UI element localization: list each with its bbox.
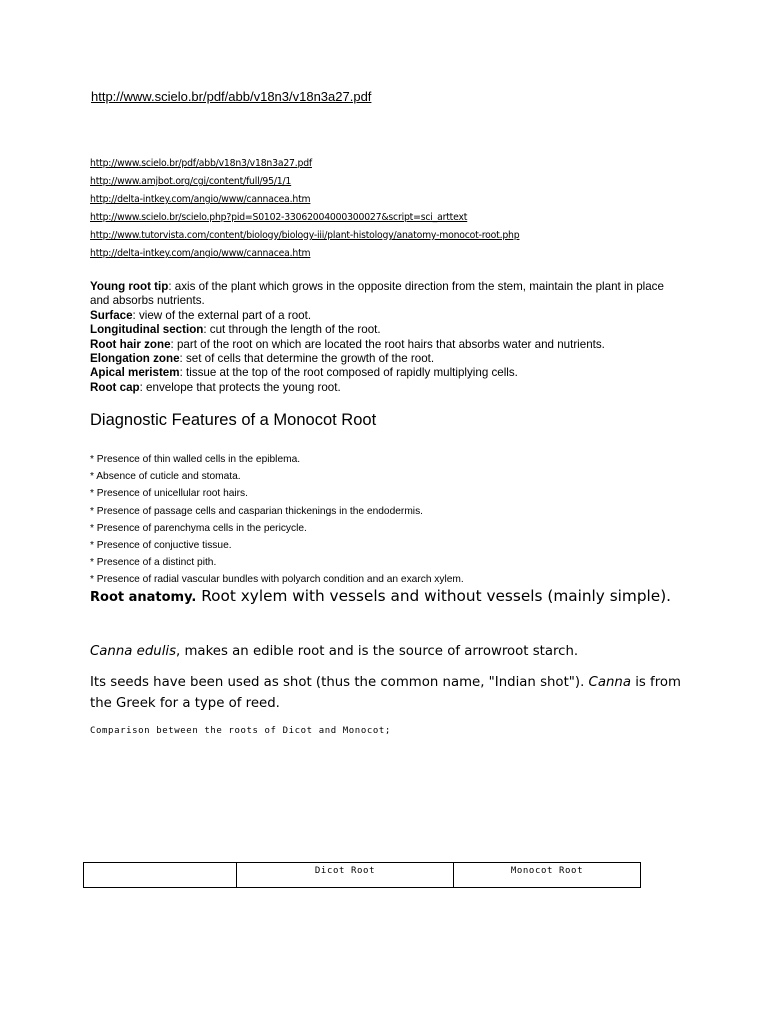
definition-text: : set of cells that determine the growth of the root. [179,352,435,366]
canna-paragraph [90,642,690,662]
list-item [90,193,519,211]
reference-link[interactable]: http://www.scielo.br/scielo.php?pid=S0102-33062004000300027&script=sci_arttext [90,212,468,223]
reference-link[interactable]: http://delta-intkey.com/angio/www/cannacea.htm [90,248,311,259]
definition-item [90,381,680,395]
definition-item [90,323,680,337]
table-cell [454,863,641,888]
reference-links [90,157,519,265]
definition-term: Surface [90,308,133,322]
list-item [90,157,519,175]
definition-text: : envelope that protects the young root. [139,380,341,394]
reference-link[interactable]: http://www.amjbot.org/cgi/content/full/95/1/1 [90,176,292,187]
top-source-link[interactable]: http://www.scielo.br/pdf/abb/v18n3/v18n3a27.pdf [91,89,372,104]
seeds-text: Its seeds have been used as shot (thus the common name, "Indian shot"). [90,675,589,690]
reference-link[interactable]: http://www.tutorvista.com/content/biology/biology-iii/plant-histology/anatomy-monocot-root.php [90,230,520,241]
definition-item [90,309,680,323]
anatomy-lead: Root anatomy. [90,590,197,605]
definition-item [90,338,680,352]
list-item [90,211,519,229]
definition-text: : axis of the plant which grows in the opposite direction from the stem, maintain the plant in place and absorbs nutrients. [90,280,664,308]
definition-item [90,366,680,380]
definition-term: Root hair zone [90,337,171,351]
comparison-label: Comparison between the roots of Dicot and Monocot; [90,726,391,736]
list-item: * Presence of radial vascular bundles with polyarch condition and an exarch xylem. [90,574,464,586]
table-cell [84,863,237,888]
canna-text: , makes an edible root and is the source of arrowroot starch. [176,644,579,659]
list-item: * Absence of cuticle and stomata. [90,471,241,483]
list-item [90,229,519,247]
genus-name: Canna [588,675,631,690]
table-header: Monocot Root [510,866,584,876]
table-cell [237,863,454,888]
definition-term: Elongation zone [90,352,180,366]
definition-text: : view of the external part of a root. [132,308,312,322]
anatomy-text: Root xylem with vessels and without vessels (mainly simple). [196,587,672,605]
seeds-text-end: is from the Greek for a type of reed. [90,675,682,711]
definition-term: Young root tip [90,280,169,293]
definition-term: Root cap [90,380,140,394]
diagnostic-features-list [90,453,464,591]
list-item [90,175,519,193]
definition-term: Longitudinal section [90,323,204,337]
reference-link[interactable]: http://delta-intkey.com/angio/www/cannacea.htm [90,194,311,205]
list-item: * Presence of a distinct pith. [90,557,217,569]
definition-text: : cut through the length of the root. [203,323,381,337]
table-header: Dicot Root [314,866,376,876]
root-definitions [90,280,680,395]
species-name: Canna edulis [90,644,177,659]
list-item [90,247,519,265]
list-item: * Presence of parenchyma cells in the pericycle. [90,522,307,534]
list-item: * Presence of thin walled cells in the epiblema. [90,454,301,465]
list-item: * Presence of passage cells and casparian thickenings in the endodermis. [90,505,423,517]
definition-text: : part of the root on which are located the root hairs that absorbs water and nutrients. [170,337,605,351]
definition-item [90,280,680,309]
root-anatomy-paragraph [90,585,690,609]
reference-link[interactable]: http://www.scielo.br/pdf/abb/v18n3/v18n3a27.pdf [90,158,312,169]
definition-text: : tissue at the top of the root composed of rapidly multiplying cells. [179,366,518,380]
list-item: * Presence of unicellular root hairs. [90,488,248,500]
list-item: * Presence of conjuctive tissue. [90,539,232,551]
seeds-paragraph [90,673,690,714]
definition-item [90,352,680,366]
definition-term: Apical meristem [90,366,180,380]
table-header [84,863,236,866]
comparison-table [83,862,641,888]
diagnostic-heading: Diagnostic Features of a Monocot Root [90,411,377,429]
table-row [84,863,641,888]
